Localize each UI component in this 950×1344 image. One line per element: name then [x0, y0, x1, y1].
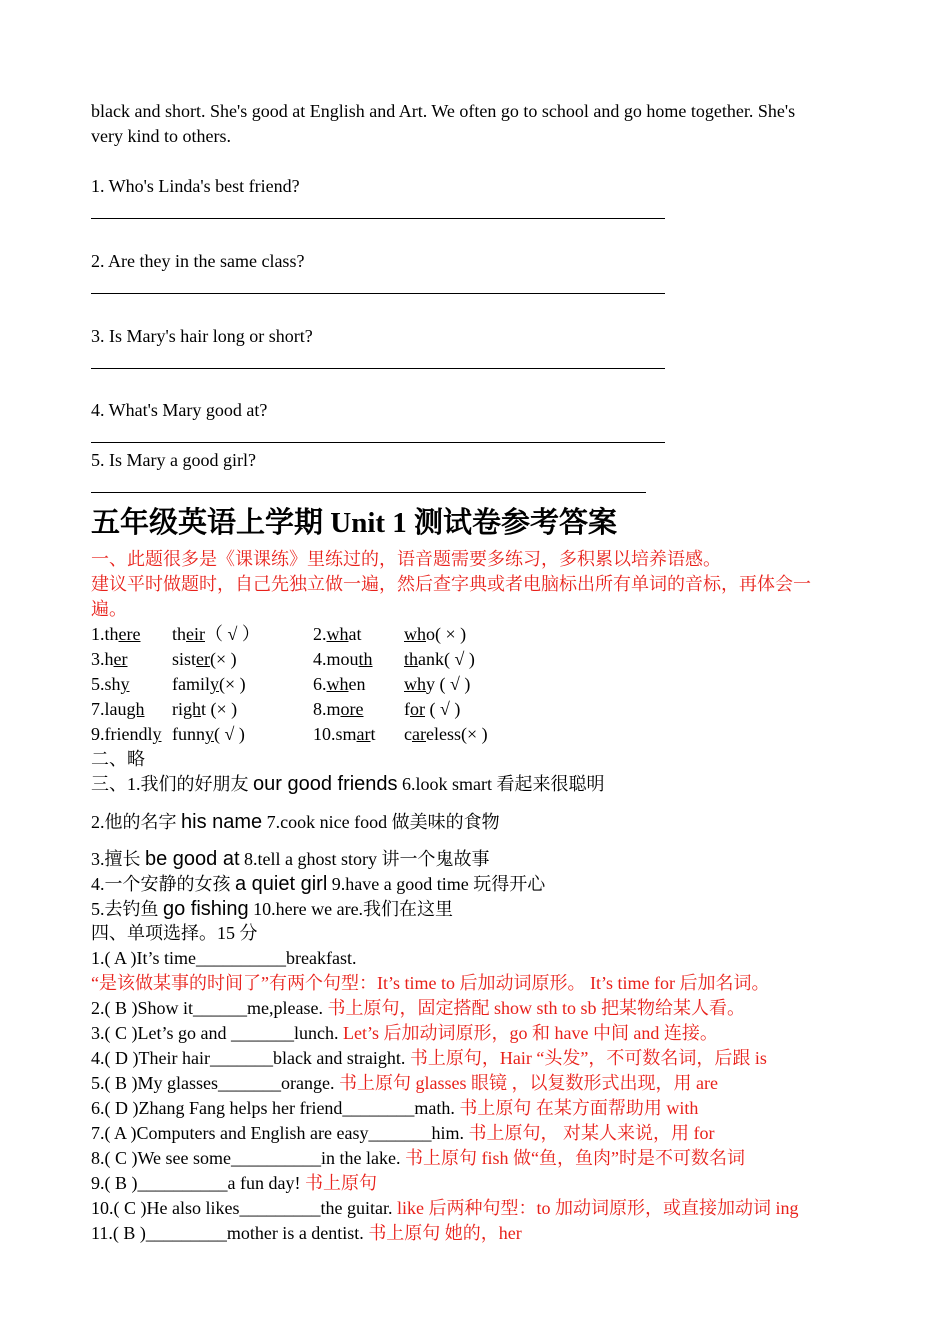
phonics-word: who( × )	[404, 624, 467, 644]
mcq-item: “是该做某事的时间了”有两个句型：It’s time to 后加动词原形。 It’s time for 后加名词。	[91, 973, 770, 993]
phonics-word: 5.shy	[91, 674, 130, 694]
passage-line: black and short. She's good at English and Art. We often go to school and go home together. She's	[91, 101, 796, 121]
answer-line	[91, 218, 665, 219]
question-1: 1. Who's Linda's best friend?	[91, 176, 300, 196]
mcq-item: 2.( B )Show it______me,please. 书上原句，固定搭配 show sth to sb 把某物给某人看。	[91, 998, 745, 1018]
question-3: 3. Is Mary's hair long or short?	[91, 326, 313, 346]
answer-line	[91, 293, 665, 294]
mcq-item: 5.( B )My glasses_______orange. 书上原句 glasses 眼镜 ，以复数形式出现，用 are	[91, 1073, 718, 1093]
mcq-item: 6.( D )Zhang Fang helps her friend________math. 书上原句 在某方面帮助用 with	[91, 1098, 699, 1118]
phonics-word: right (× )	[172, 699, 238, 719]
section2: 二、略	[91, 749, 145, 769]
phonics-word: for ( √ )	[404, 699, 461, 719]
mcq-item: 9.( B )__________a fun day! 书上原句	[91, 1173, 377, 1193]
mcq-item: 11.( B )_________mother is a dentist. 书上原句 她的，her	[91, 1223, 522, 1243]
phrase-row: 4.一个安静的女孩 a quiet girl 9.have a good time 玩得开心	[91, 873, 546, 895]
mcq-item: 8.( C )We see some__________in the lake. 书上原句 fish 做“鱼，鱼肉”时是不可数名词	[91, 1148, 745, 1168]
answer-line	[91, 442, 665, 443]
phonics-word: 3.her	[91, 649, 128, 669]
phonics-word: sister(× )	[172, 649, 237, 669]
phonics-word: their（ √ ）	[172, 624, 260, 644]
phonics-word: why ( √ )	[404, 674, 471, 694]
phonics-word: careless(× )	[404, 724, 488, 744]
section1-note: 建议平时做题时，自己先独立做一遍，然后查字典或者电脑标出所有单词的音标，再体会一	[91, 574, 811, 594]
phrase-row: 3.擅长 be good at 8.tell a ghost story 讲一个鬼故事	[91, 848, 490, 870]
phonics-word: funny( √ )	[172, 724, 245, 744]
phonics-word: 4.mouth	[313, 649, 373, 669]
mcq-item: 3.( C )Let’s go and _______lunch. Let’s 后加动词原形，go 和 have 中间 and 连接。	[91, 1023, 718, 1043]
phrase-row: 三、1.我们的好朋友 our good friends 6.look smart 看起来很聪明	[91, 773, 605, 795]
mcq-item: 10.( C )He also likes_________the guitar. like 后两种句型：to 加动词原形，或直接加动词 ing	[91, 1198, 799, 1218]
phonics-word: 9.friendly	[91, 724, 162, 744]
phonics-word: thank( √ )	[404, 649, 475, 669]
section1-note: 一、此题很多是《课课练》里练过的，语音题需要多练习，多积累以培养语感。	[91, 549, 721, 569]
passage-line: very kind to others.	[91, 126, 231, 146]
question-4: 4. What's Mary good at?	[91, 400, 268, 420]
phonics-word: 6.when	[313, 674, 366, 694]
phrase-row: 2.他的名字 his name 7.cook nice food 做美味的食物	[91, 811, 500, 833]
section1-note: 遍。	[91, 599, 127, 619]
mcq-item: 1.( A )It’s time__________breakfast.	[91, 948, 357, 968]
mcq-item: 4.( D )Their hair_______black and straight. 书上原句，Hair “头发”，不可数名词，后跟 is	[91, 1048, 767, 1068]
phonics-word: 8.more	[313, 699, 364, 719]
phonics-word: family(× )	[172, 674, 246, 694]
phonics-word: 1.there	[91, 624, 141, 644]
phrase-row: 5.去钓鱼 go fishing 10.here we are.我们在这里	[91, 898, 454, 920]
question-2: 2. Are they in the same class?	[91, 251, 305, 271]
section4-title: 四、单项选择。15 分	[91, 923, 258, 943]
answer-line	[91, 368, 665, 369]
answer-key-title: 五年级英语上学期 Unit 1 测试卷参考答案	[91, 507, 618, 539]
phonics-word: 7.laugh	[91, 699, 145, 719]
phonics-word: 10.smart	[313, 724, 376, 744]
question-5: 5. Is Mary a good girl?	[91, 450, 256, 470]
phonics-word: 2.what	[313, 624, 362, 644]
mcq-item: 7.( A )Computers and English are easy_______him. 书上原句， 对某人来说，用 for	[91, 1123, 715, 1143]
answer-line	[91, 492, 646, 493]
